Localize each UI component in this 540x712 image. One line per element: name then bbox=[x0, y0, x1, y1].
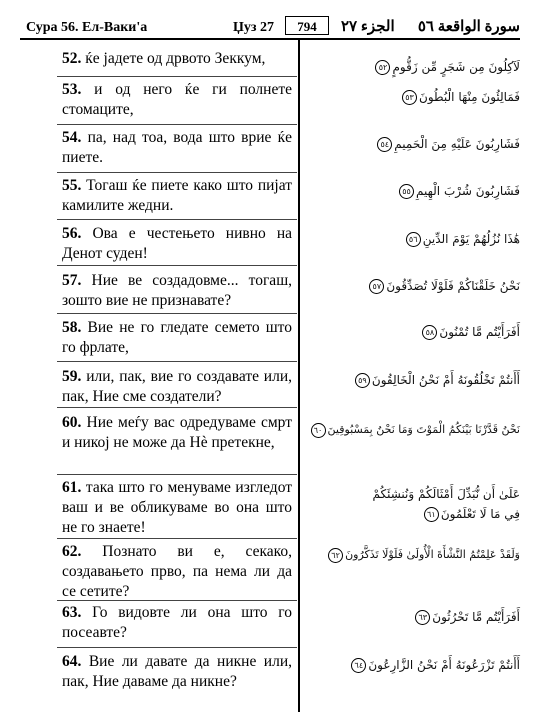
arabic-text: لَآكِلُونَ مِن شَجَرٍ مِّن زَقُّومٍ bbox=[392, 60, 520, 74]
ayah-marker: ٥٥ bbox=[399, 184, 414, 199]
verse-arabic bbox=[320, 181, 520, 201]
verse-number: 62. bbox=[62, 543, 82, 560]
verse-translation bbox=[62, 224, 292, 264]
verse-text: Тогаш ќе пиете како што пијат камилите жедни. bbox=[62, 177, 292, 214]
verse-arabic bbox=[360, 484, 520, 524]
header-rule bbox=[20, 38, 520, 40]
arabic-text: أَأَنتُمْ تَخْلُقُونَهُ أَمْ نَحْنُ الْخَالِقُونَ bbox=[371, 373, 520, 387]
verse-arabic bbox=[320, 276, 520, 296]
verse-text: Познато ви е, секако, создавањето прво, па нема ли да се сетите? bbox=[62, 543, 292, 600]
verse-number: 57. bbox=[62, 272, 82, 289]
verse-text: ќе јадете од дрвото Зеккум, bbox=[85, 50, 266, 67]
verse-text: или, пак, вие го создавате или, пак, Ние сме создатели? bbox=[62, 368, 292, 405]
juz-arabic: الجزء ٢٧ bbox=[341, 19, 395, 35]
verse-text: Ова е честењето нивно на Денот суден! bbox=[62, 225, 293, 262]
verse-separator bbox=[57, 265, 297, 266]
verse-number: 52. bbox=[62, 50, 82, 67]
verse-text: Вие ли давате да никне или, пак, Ние даваме да никне? bbox=[62, 653, 292, 690]
verse-number: 55. bbox=[62, 177, 82, 194]
verse-translation bbox=[62, 478, 292, 538]
verse-translation bbox=[62, 271, 292, 311]
verse-number: 64. bbox=[62, 653, 82, 670]
verse-translation bbox=[62, 603, 292, 643]
arabic-text: عَلَىٰ أَن نُّبَدِّلَ أَمْثَالَكُمْ وَنُنشِئَكُمْ فِي مَا لَا تَعْلَمُونَ bbox=[372, 487, 520, 521]
verse-text: Ние меѓу вас одредуваме смрт и никој не може да Нè претекне, bbox=[62, 414, 293, 451]
verse-separator bbox=[57, 124, 297, 125]
verse-translation bbox=[62, 652, 292, 692]
verse-arabic bbox=[320, 57, 520, 77]
verse-separator bbox=[57, 474, 297, 475]
verse-number: 54. bbox=[62, 129, 82, 146]
verse-separator bbox=[57, 647, 297, 648]
ayah-marker: ٥٦ bbox=[406, 232, 421, 247]
ayah-marker: ٥٧ bbox=[369, 279, 384, 294]
ayah-marker: ٥٨ bbox=[422, 325, 437, 340]
ayah-marker: ٦٠ bbox=[311, 423, 326, 438]
arabic-text: هَٰذَا نُزُلُهُمْ يَوْمَ الدِّينِ bbox=[422, 232, 520, 246]
verse-separator bbox=[57, 407, 297, 408]
ayah-marker: ٦١ bbox=[424, 507, 439, 522]
verse-arabic bbox=[320, 87, 520, 107]
ayah-marker: ٦٢ bbox=[328, 548, 343, 563]
verse-translation bbox=[62, 49, 292, 69]
verse-arabic bbox=[320, 370, 520, 390]
page-number: 794 bbox=[285, 16, 329, 35]
arabic-text: نَحْنُ خَلَقْنَاكُمْ فَلَوْلَا تُصَدِّقُونَ bbox=[386, 279, 520, 293]
verse-separator bbox=[57, 76, 297, 77]
ayah-marker: ٥٢ bbox=[375, 60, 390, 75]
verse-arabic bbox=[320, 655, 520, 675]
verse-separator bbox=[57, 600, 297, 601]
verse-arabic bbox=[320, 322, 520, 342]
verse-translation bbox=[62, 176, 292, 216]
verse-number: 53. bbox=[62, 81, 82, 98]
verse-arabic bbox=[320, 229, 520, 249]
sura-arabic: سورة الواقعة ٥٦ bbox=[417, 19, 520, 35]
ayah-marker: ٥٣ bbox=[402, 90, 417, 105]
verse-arabic bbox=[320, 134, 520, 154]
verse-separator bbox=[57, 361, 297, 362]
juz-label: Џуз 27 bbox=[233, 20, 275, 35]
verse-separator bbox=[57, 219, 297, 220]
verse-text: Ние ве создадовме... тогаш, зошто вие не признавате? bbox=[62, 272, 292, 309]
column-divider bbox=[298, 40, 300, 712]
ayah-marker: ٦٤ bbox=[351, 658, 366, 673]
verse-text: Го видовте ли она што го посеавте? bbox=[62, 604, 292, 641]
verse-separator bbox=[57, 538, 297, 539]
ayah-marker: ٥٤ bbox=[377, 137, 392, 152]
verse-translation bbox=[62, 367, 292, 407]
verse-translation bbox=[62, 542, 292, 602]
verse-number: 59. bbox=[62, 368, 82, 385]
arabic-text: فَشَارِبُونَ عَلَيْهِ مِنَ الْحَمِيمِ bbox=[394, 137, 520, 151]
verse-translation bbox=[62, 413, 292, 453]
page-header bbox=[26, 20, 520, 34]
verse-text: така што го менуваме изгледот ваш и ве обликуваме во она што не го знаете! bbox=[62, 479, 293, 536]
verse-translation bbox=[62, 80, 292, 120]
sura-title: Сура 56. Ел-Ваки'а bbox=[26, 20, 148, 35]
arabic-text: نَحْنُ قَدَّرْنَا بَيْنَكُمُ الْمَوْتَ وَمَا نَحْنُ بِمَسْبُوقِينَ bbox=[327, 423, 520, 436]
verse-number: 60. bbox=[62, 414, 82, 431]
ayah-marker: ٦٣ bbox=[415, 610, 430, 625]
verse-number: 61. bbox=[62, 479, 82, 496]
verse-arabic bbox=[300, 545, 520, 565]
verse-translation bbox=[62, 318, 292, 358]
arabic-text: أَفَرَأَيْتُم مَّا تَحْرُثُونَ bbox=[432, 610, 520, 624]
arabic-text: فَمَالِئُونَ مِنْهَا الْبُطُونَ bbox=[419, 90, 520, 104]
verse-separator bbox=[57, 172, 297, 173]
verse-text: и од него ќе ги полнете стомаците, bbox=[62, 81, 292, 118]
arabic-text: أَفَرَأَيْتُم مَّا تُمْنُونَ bbox=[439, 325, 520, 339]
arabic-text: فَشَارِبُونَ شُرْبَ الْهِيمِ bbox=[416, 184, 520, 198]
verse-separator bbox=[57, 313, 297, 314]
verse-number: 58. bbox=[62, 319, 82, 336]
verse-arabic bbox=[320, 607, 520, 627]
arabic-text: وَلَقَدْ عَلِمْتُمُ النَّشْأَةَ الْأُولَىٰ فَلَوْلَا تَذَكَّرُونَ bbox=[345, 548, 520, 561]
verse-number: 63. bbox=[62, 604, 82, 621]
verse-number: 56. bbox=[62, 225, 82, 242]
ayah-marker: ٥٩ bbox=[355, 373, 370, 388]
arabic-text: أَأَنتُمْ تَزْرَعُونَهُ أَمْ نَحْنُ الزَّارِعُونَ bbox=[368, 658, 520, 672]
verse-text: Вие не го гледате семето што го фрлате, bbox=[62, 319, 292, 356]
verse-translation bbox=[62, 128, 292, 168]
verse-arabic bbox=[300, 420, 520, 440]
verse-text: па, над тоа, вода што врие ќе пиете. bbox=[62, 129, 293, 166]
